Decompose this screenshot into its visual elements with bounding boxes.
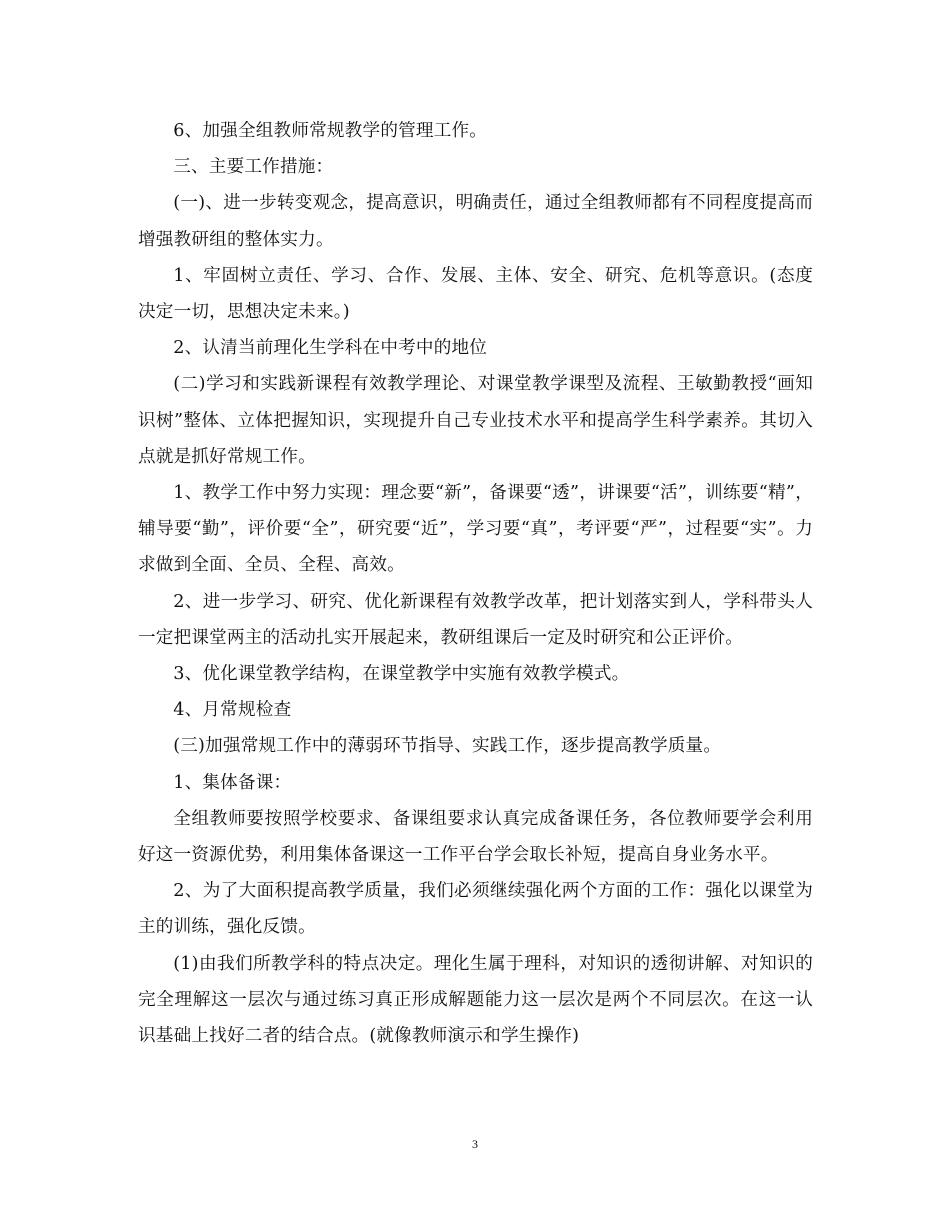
paragraph-quality-improvement: 2、为了大面积提高教学质量，我们必须继续强化两个方面的工作：强化以课堂为主的训练，强化反馈。 bbox=[138, 881, 813, 938]
section-heading-measures: 三、主要工作措施： bbox=[173, 157, 334, 178]
paragraph-curriculum-reform: 2、进一步学习、研究、优化新课程有效教学改革，把计划落实到人，学科带头人一定把课堂两主的活动扎实开展起来，教研组课后一定及时研究和公正评价。 bbox=[138, 591, 813, 648]
paragraph-monthly-check: 4、月常规检查 bbox=[173, 700, 292, 721]
document-body bbox=[138, 113, 813, 1054]
paragraph-classroom-structure: 3、优化课堂教学结构，在课堂教学中实施有效教学模式。 bbox=[173, 664, 630, 685]
paragraph-awareness: 1、牢固树立责任、学习、合作、发展、主体、安全、研究、危机等意识。(态度决定一切，思想决定未来。) bbox=[138, 265, 813, 323]
paragraph-exam-position: 2、认清当前理化生学科在中考中的地位 bbox=[173, 338, 488, 359]
subsection-heading-3: (三)加强常规工作中的薄弱环节指导、实践工作，逐步提高教学质量。 bbox=[173, 736, 722, 757]
paragraph-group-prep-heading: 1、集体备课： bbox=[173, 772, 292, 793]
paragraph-teaching-goals: 1、教学工作中努力实现：理念要“新”，备课要“透”，讲课要“活”，训练要“精”，辅导要“勤”，评价要“全”，研究要“近”，学习要“真”，考评要“严”，过程要“实”。力求做到全面、全员、全程、高效。 bbox=[138, 483, 813, 576]
paragraph-subject-characteristics: (1)由我们所教学科的特点决定。理化生属于理科，对知识的透彻讲解、对知识的完全理解这一层次与通过练习真正形成解题能力这一层次是两个不同层次。在这一认识基础上找好二者的结合点。(就像教师演示和学生操作) bbox=[138, 953, 813, 1047]
paragraph-group-prep-body: 全组教师要按照学校要求、备课组要求认真完成备课任务，各位教师要学会利用好这一资源优势，利用集体备课这一工作平台学会取长补短，提高自身业务水平。 bbox=[138, 808, 813, 866]
page-number: 3 bbox=[472, 1137, 478, 1151]
subsection-heading-2: (二)学习和实践新课程有效教学理论、对课堂教学课型及流程、王敏勤教授“画知识树”整体、立体把握知识，实现提升自己专业技术水平和提高学生科学素养。其切入点就是抓好常规工作。 bbox=[138, 374, 813, 467]
paragraph-item-6: 6、加强全组教师常规教学的管理工作。 bbox=[173, 121, 488, 141]
subsection-heading-1: (一)、进一步转变观念，提高意识，明确责任，通过全组教师都有不同程度提高而增强教研组的整体实力。 bbox=[138, 193, 813, 250]
